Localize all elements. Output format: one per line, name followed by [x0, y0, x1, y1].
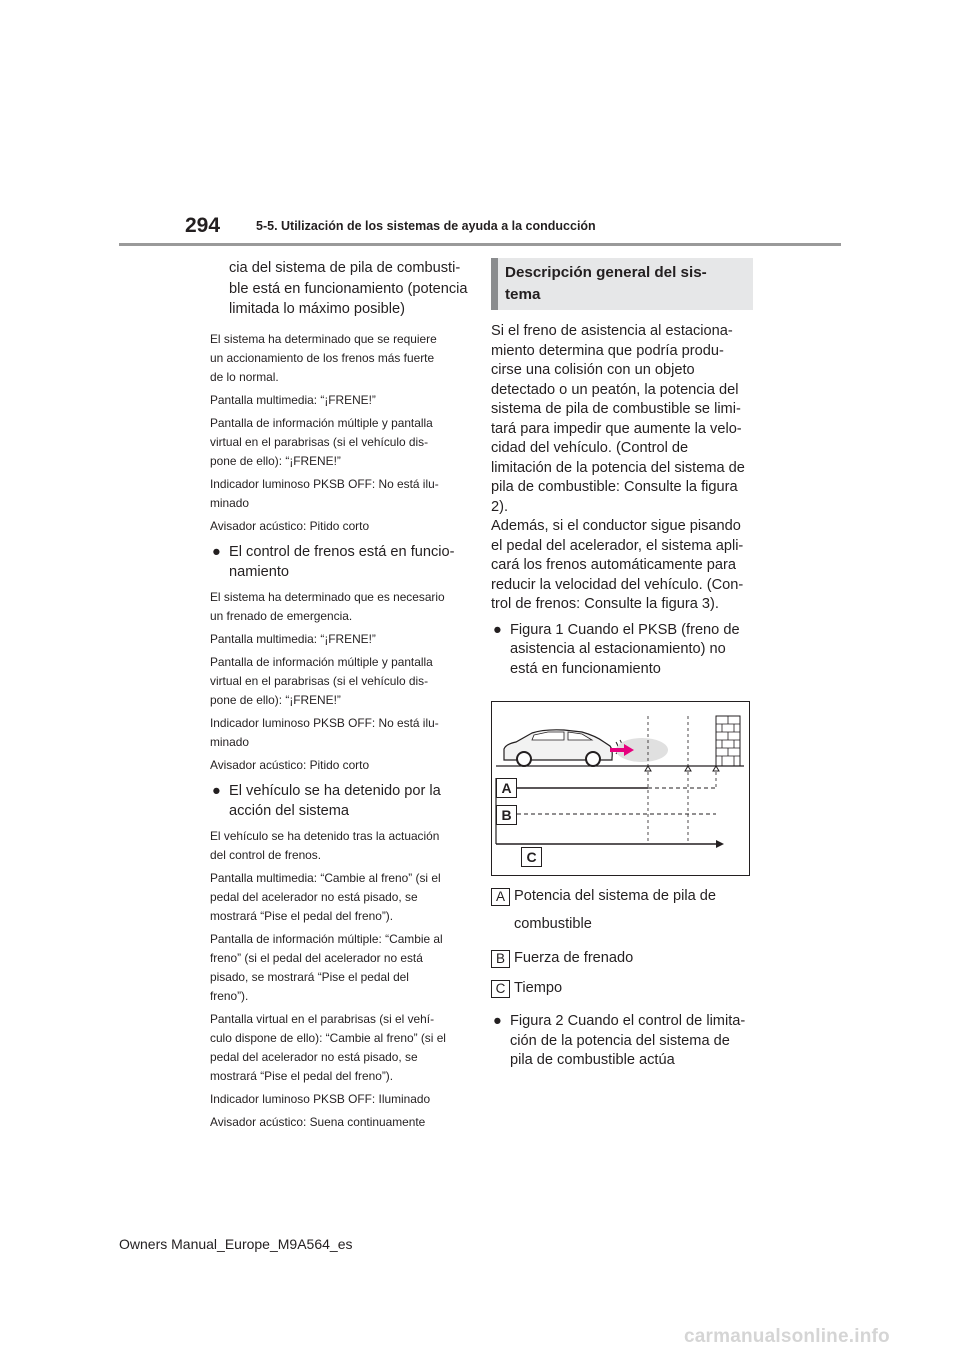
legend-key: C: [491, 980, 510, 998]
section-heading-bar: [491, 258, 498, 310]
bullet-item: [210, 781, 468, 822]
time-axis-arrowhead: [716, 840, 724, 848]
block3-line: Pantalla multimedia: “Cambie al freno” (si el pedal del acelerador no está pisado, se mostrará “Pise el pedal del freno”).: [210, 870, 441, 923]
block3-line: Pantalla virtual en el parabrisas (si el vehí- culo dispone de ello): “Cambie al freno” (si el pedal del acelerador no está pisado, se mostrará “Pise el pedal del freno”).: [210, 1011, 446, 1083]
bullet-text: El vehículo se ha detenido por la acción del sistema: [229, 782, 441, 819]
section-header-title: 5-5. Utilización de los sistemas de ayuda a la conducción: [256, 219, 596, 233]
block3-line: Indicador luminoso PKSB OFF: Iluminado: [210, 1091, 431, 1106]
legend-item: [491, 978, 753, 998]
bullet-text: Figura 2 Cuando el control de limita- ción de la potencia del sistema de pila de combustible actúa: [510, 1013, 746, 1068]
block2-line: Avisador acústico: Pitido corto: [210, 757, 370, 772]
block2-line: Pantalla de información múltiple y pantalla virtual en el parabrisas (si el vehículo dis- pone de ello): “¡FRENE!”: [210, 654, 433, 707]
bullet-dot-icon: ●: [212, 543, 221, 560]
block1-line: Avisador acústico: Pitido corto: [210, 518, 370, 533]
lead-text: cia del sistema de pila de combusti- ble está en funcionamiento (potencia limitada lo máximo posible): [229, 260, 468, 317]
figure-label-c: C: [521, 847, 542, 867]
bullet-dot-icon: ●: [212, 782, 221, 799]
legend-text: Fuerza de frenado: [514, 950, 634, 966]
position-markers: [645, 766, 719, 771]
block1-line: Pantalla multimedia: “¡FRENE!”: [210, 392, 376, 407]
legend-key: B: [491, 950, 510, 968]
bullet-item: [210, 542, 468, 583]
figure-label-b: B: [496, 805, 517, 825]
block1-line: Indicador luminoso PKSB OFF: No está ilu- minado: [210, 476, 439, 510]
bullet-item: [491, 1012, 753, 1071]
header-rule: [119, 243, 841, 246]
block3-line: El vehículo se ha detenido tras la actuación del control de frenos.: [210, 828, 440, 862]
bullet-dot-icon: ●: [493, 1013, 502, 1029]
figure-1-diagram: [491, 701, 750, 876]
legend-key: A: [491, 888, 510, 906]
left-column: [210, 258, 468, 1136]
bullet-item: [491, 621, 753, 680]
bullet-text: El control de frenos está en funcio- namiento: [229, 543, 455, 580]
block1-line: Pantalla de información múltiple y pantalla virtual en el parabrisas (si el vehículo dis- pone de ello): “¡FRENE!”: [210, 415, 433, 468]
figure-label-a: A: [496, 778, 517, 798]
section-heading: Descripción general del sis- tema: [505, 264, 707, 303]
page-number: 294: [185, 214, 221, 237]
block2-line: El sistema ha determinado que es necesario un frenado de emergencia.: [210, 589, 445, 623]
block3-line: Pantalla de información múltiple: “Cambie al freno” (si el pedal del acelerador no está pisado, se mostrará “Pise el pedal del freno”).: [210, 931, 443, 1003]
wall-icon: [716, 716, 740, 766]
manual-id: Owners Manual_Europe_M9A564_es: [119, 1236, 353, 1252]
overview-paragraph: Si el freno de asistencia al estaciona- miento determina que podría produ- cirse una colisión con un objeto detectado o un peatón, la potencia del sistema de pila de combustible se limi- tará para impedir que aumente la velo- cidad del vehículo. (Control de limitación de la potencia del sistema de pila de combustible: Consulte la figura 2). Además, si el conductor sigue pisando el pedal del acelerador, el sistema apli- cará los frenos automáticamente para reducir la velocidad del vehículo. (Con- trol de frenos: Consulte la figura 3).: [491, 323, 745, 612]
watermark: carmanualsonline.info: [684, 1326, 890, 1347]
legend-item: [491, 948, 753, 968]
right-column: [491, 258, 753, 1071]
block2-line: Pantalla multimedia: “¡FRENE!”: [210, 631, 376, 646]
legend-text: Potencia del sistema de pila de combustible: [514, 888, 717, 932]
car-icon: [504, 730, 623, 766]
legend-item: [491, 886, 753, 938]
block3-line: Avisador acústico: Suena continuamente: [210, 1114, 426, 1129]
legend-text: Tiempo: [514, 980, 563, 996]
block1-line: El sistema ha determinado que se requiere un accionamiento de los frenos más fuerte de lo normal.: [210, 331, 437, 384]
bullet-dot-icon: ●: [493, 621, 502, 638]
bullet-text: Figura 1 Cuando el PKSB (freno de asistencia al estacionamiento) no está en funcionamiento: [510, 621, 740, 677]
block2-line: Indicador luminoso PKSB OFF: No está ilu- minado: [210, 715, 439, 749]
section-heading-box: [491, 258, 753, 310]
